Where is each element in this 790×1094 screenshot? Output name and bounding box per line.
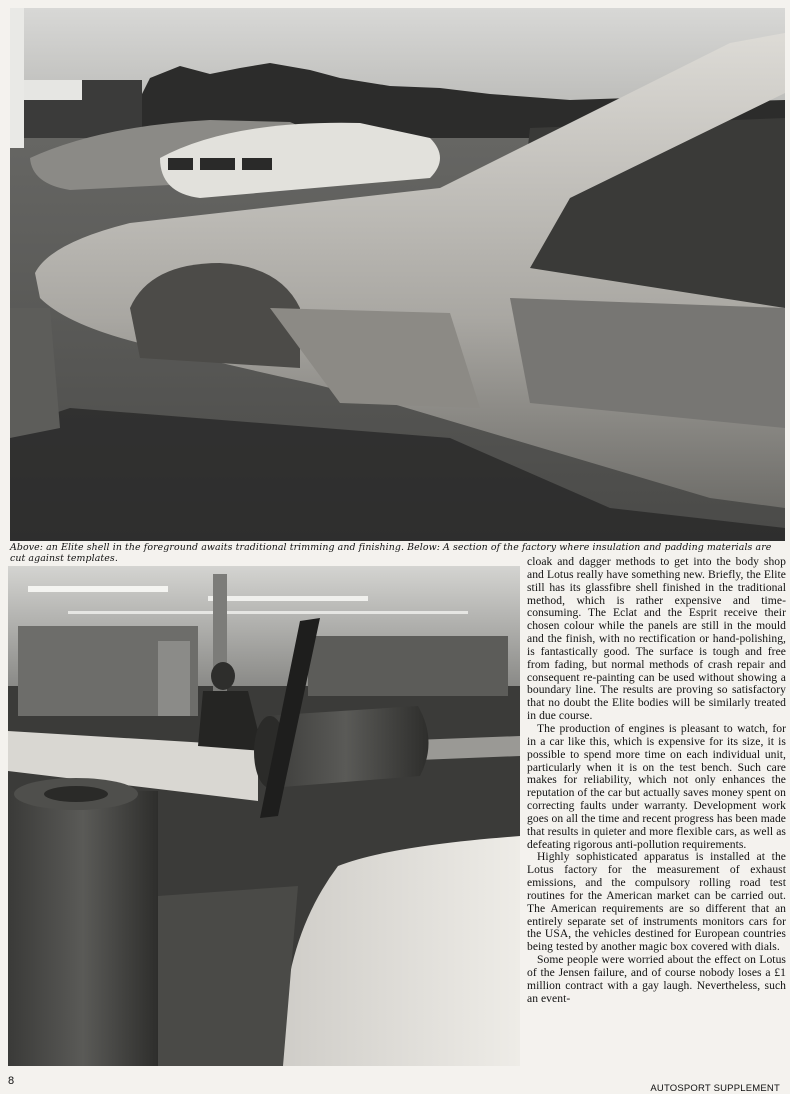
article-paragraph: The production of engines is pleasant to watch, for in a car like this, which is expensive for its size, it is possible to spend more time on each individual unit, particularly when it is on the test bench. Such care makes for reliability, which not only enhances the reputation of the car but actually saves money spent on correcting faults under warranty. Development work goes on all the time and recent progress has been made that results in quieter and more flexible cars, as well as defeating rigorous anti-pollution requirements. [527, 721, 786, 851]
factory-floor-illustration [8, 566, 520, 1066]
bottom-photo [8, 566, 520, 1066]
publication-footer: AUTOSPORT SUPPLEMENT [650, 1083, 780, 1094]
page-number: 8 [8, 1075, 15, 1087]
article-column [527, 556, 786, 1006]
article-paragraph: cloak and dagger methods to get into the body shop and Lotus really have something new. Briefly, the Elite still has its glassfibre shell finished in the traditional method, which is rather expensive and time-consuming. The Eclat and the Esprit receive their chosen colour while the panels are still in the mould and the finish, with no rectification or hand-polishing, is fantastically good. The surface is tough and free from fading, but normal methods of crash repair and consequent re-painting can be used without showing a boundary line. The results are proving so satisfactory that no doubt the Elite bodies will be similarly treated in due course. [527, 555, 786, 723]
top-photo [10, 8, 785, 541]
article-paragraph: Some people were worried about the effect on Lotus of the Jensen failure, and of course nobody loses a £1 million contract with a gay laugh. Nevertheless, such an event- [527, 953, 786, 1005]
photo-caption: Above: an Elite shell in the foreground awaits traditional trimming and finishing. Below: A section of the factory where insulation and padding materials are cut against templates. [10, 542, 772, 564]
elite-shell-illustration [10, 8, 785, 541]
article-paragraph: Highly sophisticated apparatus is installed at the Lotus factory for the measurement of exhaust emissions, and the compulsory rolling road test routines for the American market can be carried out. The American requirements are so different that an entirely separate set of instruments monitors cars for the USA, the vehicles destined for European countries being tested by another magic box covered with dials. [527, 850, 786, 954]
